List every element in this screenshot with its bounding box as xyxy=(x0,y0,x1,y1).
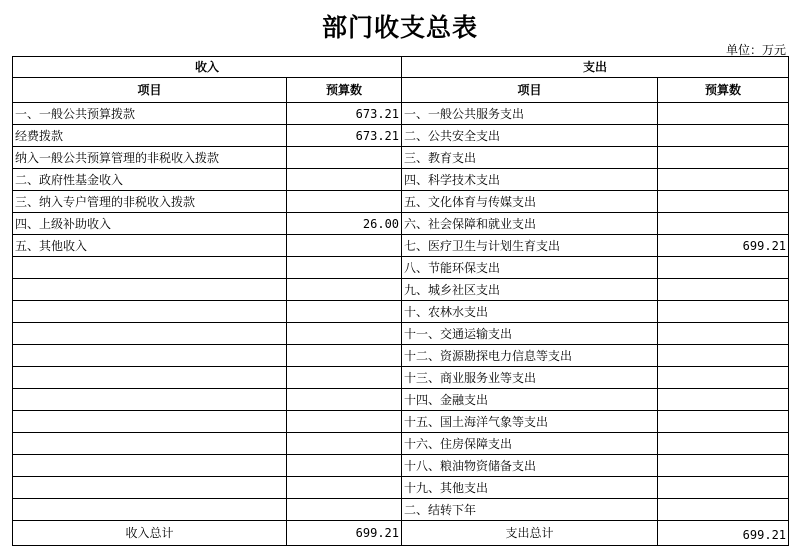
expense-item-cell: 十、农林水支出 xyxy=(402,301,658,323)
income-item-cell: 纳入一般公共预算管理的非税收入拨款 xyxy=(13,147,287,169)
income-budget-cell xyxy=(287,367,402,389)
expense-item-cell: 七、医疗卫生与计划生育支出 xyxy=(402,235,658,257)
expense-section-header: 支出 xyxy=(402,57,789,78)
expense-item-cell: 十八、粮油物资储备支出 xyxy=(402,455,658,477)
expense-budget-cell xyxy=(658,433,789,455)
income-item-cell xyxy=(13,433,287,455)
section-header-row xyxy=(13,57,789,78)
income-budget-cell xyxy=(287,389,402,411)
expense-budget-cell xyxy=(658,345,789,367)
expense-budget-cell xyxy=(658,455,789,477)
expense-budget-cell: 699.21 xyxy=(658,235,789,257)
income-budget-cell xyxy=(287,345,402,367)
income-budget-cell: 673.21 xyxy=(287,103,402,125)
table-row xyxy=(13,455,789,477)
expense-item-cell: 八、节能环保支出 xyxy=(402,257,658,279)
table-row xyxy=(13,257,789,279)
expense-item-cell: 二、结转下年 xyxy=(402,499,658,521)
income-budget-cell xyxy=(287,455,402,477)
expense-item-cell: 十九、其他支出 xyxy=(402,477,658,499)
expense-budget-cell xyxy=(658,389,789,411)
income-budget-cell xyxy=(287,477,402,499)
expense-total-label: 支出总计 xyxy=(402,521,658,546)
table-row xyxy=(13,279,789,301)
income-item-cell xyxy=(13,499,287,521)
table-row xyxy=(13,323,789,345)
table-row xyxy=(13,103,789,125)
income-budget-cell: 26.00 xyxy=(287,213,402,235)
income-item-cell: 四、上级补助收入 xyxy=(13,213,287,235)
income-item-cell xyxy=(13,411,287,433)
expense-budget-header: 预算数 xyxy=(658,78,789,103)
income-item-cell: 三、纳入专户管理的非税收入拨款 xyxy=(13,191,287,213)
income-item-cell xyxy=(13,345,287,367)
table-row xyxy=(13,367,789,389)
income-item-cell: 二、政府性基金收入 xyxy=(13,169,287,191)
expense-budget-cell xyxy=(658,367,789,389)
table-row xyxy=(13,213,789,235)
income-budget-cell xyxy=(287,433,402,455)
table-row xyxy=(13,169,789,191)
income-budget-cell xyxy=(287,411,402,433)
expense-item-cell: 四、科学技术支出 xyxy=(402,169,658,191)
income-item-cell xyxy=(13,323,287,345)
expense-item-cell: 十二、资源勘探电力信息等支出 xyxy=(402,345,658,367)
income-item-cell xyxy=(13,257,287,279)
expense-item-cell: 十三、商业服务业等支出 xyxy=(402,367,658,389)
expense-item-cell: 二、公共安全支出 xyxy=(402,125,658,147)
income-item-cell: 经费拨款 xyxy=(13,125,287,147)
income-budget-cell xyxy=(287,279,402,301)
income-budget-cell xyxy=(287,323,402,345)
column-header-row xyxy=(13,78,789,103)
income-budget-cell xyxy=(287,257,402,279)
table-row xyxy=(13,411,789,433)
income-item-cell xyxy=(13,367,287,389)
expense-budget-cell xyxy=(658,279,789,301)
expense-item-cell: 十六、住房保障支出 xyxy=(402,433,658,455)
expense-budget-cell xyxy=(658,103,789,125)
expense-item-cell: 三、教育支出 xyxy=(402,147,658,169)
expense-item-cell: 十五、国土海洋气象等支出 xyxy=(402,411,658,433)
income-budget-cell xyxy=(287,301,402,323)
expense-budget-cell xyxy=(658,169,789,191)
page-title: 部门收支总表 xyxy=(321,13,478,42)
income-total-value: 699.21 xyxy=(287,521,402,546)
income-item-header: 项目 xyxy=(13,78,287,103)
income-section-header: 收入 xyxy=(13,57,402,78)
table-row xyxy=(13,345,789,367)
income-total-label: 收入总计 xyxy=(13,521,287,546)
expense-budget-cell xyxy=(658,411,789,433)
table-row xyxy=(13,125,789,147)
expense-budget-cell xyxy=(658,213,789,235)
expense-total-value: 699.21 xyxy=(658,521,789,546)
table-row xyxy=(13,235,789,257)
table-row xyxy=(13,147,789,169)
income-budget-cell xyxy=(287,169,402,191)
income-budget-cell xyxy=(287,499,402,521)
expense-budget-cell xyxy=(658,257,789,279)
budget-table xyxy=(12,56,789,546)
table-row xyxy=(13,433,789,455)
unit-label: 单位：万元 xyxy=(725,43,786,57)
expense-item-cell: 一、一般公共服务支出 xyxy=(402,103,658,125)
expense-budget-cell xyxy=(658,499,789,521)
income-budget-cell xyxy=(287,147,402,169)
expense-item-cell: 十一、交通运输支出 xyxy=(402,323,658,345)
income-item-cell xyxy=(13,301,287,323)
income-item-cell xyxy=(13,455,287,477)
expense-budget-cell xyxy=(658,301,789,323)
income-budget-cell xyxy=(287,235,402,257)
income-item-cell: 一、一般公共预算拨款 xyxy=(13,103,287,125)
expense-item-cell: 九、城乡社区支出 xyxy=(402,279,658,301)
expense-budget-cell xyxy=(658,147,789,169)
income-budget-cell: 673.21 xyxy=(287,125,402,147)
income-item-cell xyxy=(13,279,287,301)
table-row xyxy=(13,301,789,323)
expense-item-cell: 五、文化体育与传媒支出 xyxy=(402,191,658,213)
expense-budget-cell xyxy=(658,125,789,147)
expense-budget-cell xyxy=(658,191,789,213)
totals-row xyxy=(13,521,789,546)
expense-item-header: 项目 xyxy=(402,78,658,103)
table-row xyxy=(13,499,789,521)
expense-item-cell: 六、社会保障和就业支出 xyxy=(402,213,658,235)
expense-item-cell: 十四、金融支出 xyxy=(402,389,658,411)
income-item-cell: 五、其他收入 xyxy=(13,235,287,257)
income-budget-cell xyxy=(287,191,402,213)
income-item-cell xyxy=(13,477,287,499)
income-budget-header: 预算数 xyxy=(287,78,402,103)
table-row xyxy=(13,477,789,499)
expense-budget-cell xyxy=(658,323,789,345)
table-row xyxy=(13,191,789,213)
table-row xyxy=(13,389,789,411)
income-item-cell xyxy=(13,389,287,411)
expense-budget-cell xyxy=(658,477,789,499)
